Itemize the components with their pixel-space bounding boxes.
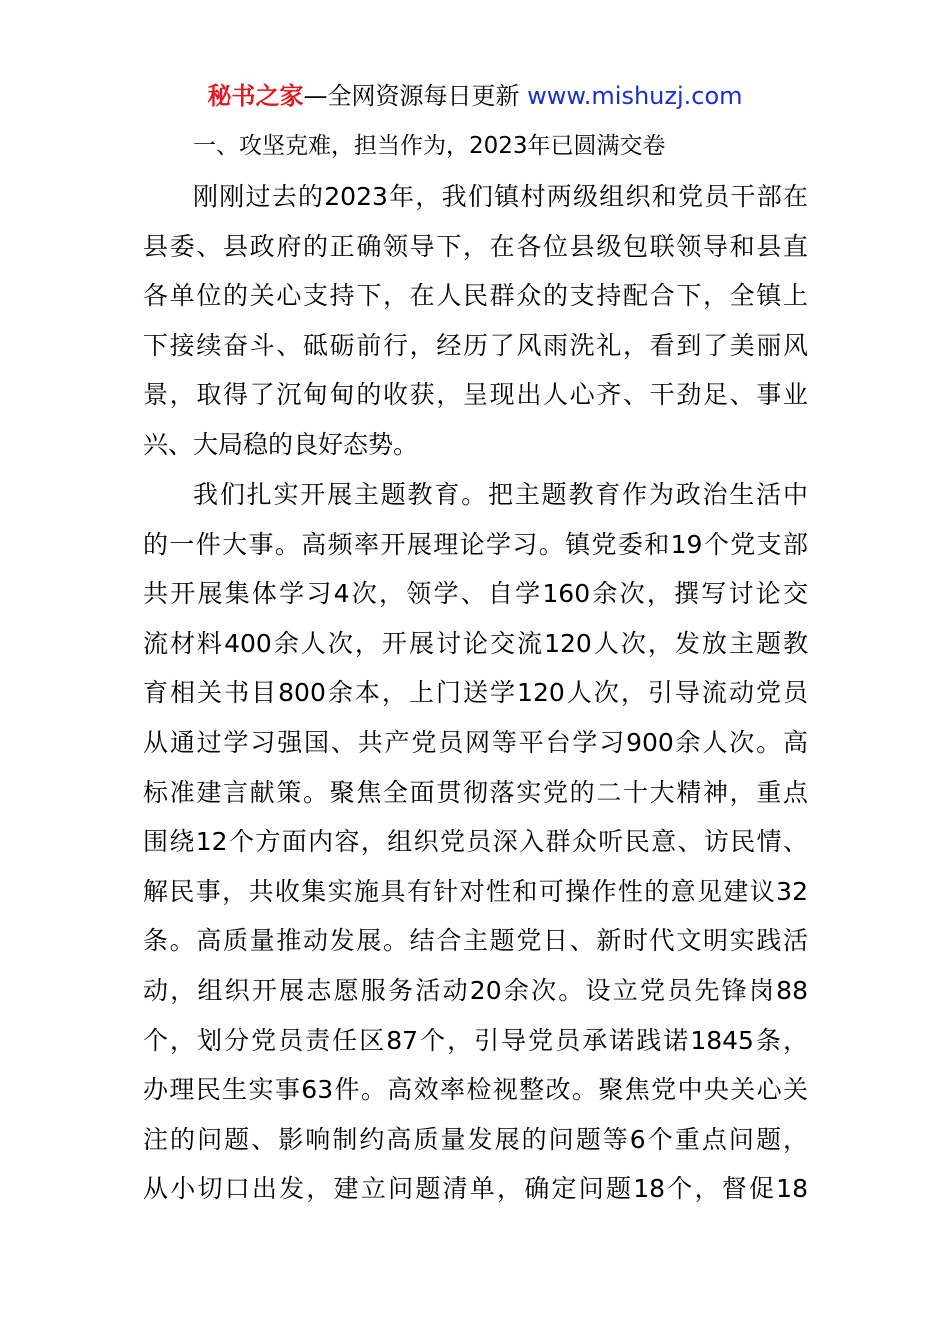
site-url-link[interactable]: www.mishuzj.com [527, 82, 743, 110]
paragraph-1 [143, 172, 808, 470]
paragraph-line: 注的问题、影响制约高质量发展的问题等6个重点问题， [143, 1124, 808, 1154]
paragraph-line: 个，划分党员责任区87个，引导党员承诺践诺1845条， [143, 1025, 808, 1055]
site-brand: 秘书之家 [207, 82, 304, 110]
paragraph-line: 动，组织开展志愿服务活动20余次。设立党员先锋岗88 [143, 975, 808, 1005]
paragraph-line: 下接续奋斗、砥砺前行，经历了风雨洗礼，看到了美丽风 [143, 330, 808, 360]
paragraph-line: 景，取得了沉甸甸的收获，呈现出人心齐、干劲足、事业 [143, 380, 808, 410]
paragraph-line: 兴、大局稳的良好态势。 [143, 429, 419, 459]
paragraph-line: 条。高质量推动发展。结合主题党日、新时代文明实践活 [143, 926, 808, 956]
paragraph-line: 县委、县政府的正确领导下，在各位县级包联领导和县直 [143, 231, 808, 261]
site-header [0, 80, 950, 112]
paragraph-line: 的一件大事。高频率开展理论学习。镇党委和19个党支部 [143, 529, 808, 559]
paragraph-line: 育相关书目800余本，上门送学120人次，引导流动党员 [143, 678, 808, 708]
paragraph-line: 刚刚过去的2023年，我们镇村两级组织和党员干部在 [193, 182, 808, 211]
paragraph-line: 我们扎实开展主题教育。把主题教育作为政治生活中 [193, 480, 808, 509]
paragraph-line: 共开展集体学习4次，领学、自学160余次，撰写讨论交 [143, 579, 808, 609]
paragraph-2 [143, 470, 808, 1214]
paragraph-line: 从小切口出发，建立问题清单，确定问题18个，督促18 [143, 1174, 808, 1204]
site-tagline: —全网资源每日更新 [303, 82, 528, 110]
paragraph-line: 围绕12个方面内容，组织党员深入群众听民意、访民情、 [143, 827, 808, 857]
paragraph-line: 解民事，共收集实施具有针对性和可操作性的意见建议32 [143, 876, 808, 906]
paragraph-line: 办理民生实事63件。高效率检视整改。聚焦党中央关心关 [143, 1075, 808, 1105]
paragraph-line: 从通过学习强国、共产党员网等平台学习900余人次。高 [143, 727, 808, 757]
paragraph-line: 流材料400余人次，开展讨论交流120人次，发放主题教 [143, 628, 808, 658]
paragraph-line: 各单位的关心支持下，在人民群众的支持配合下，全镇上 [143, 281, 808, 311]
paragraph-line: 标准建言献策。聚焦全面贯彻落实党的二十大精神，重点 [143, 777, 808, 807]
section-heading: 一、攻坚克难，担当作为，2023年已圆满交卷 [193, 133, 666, 159]
